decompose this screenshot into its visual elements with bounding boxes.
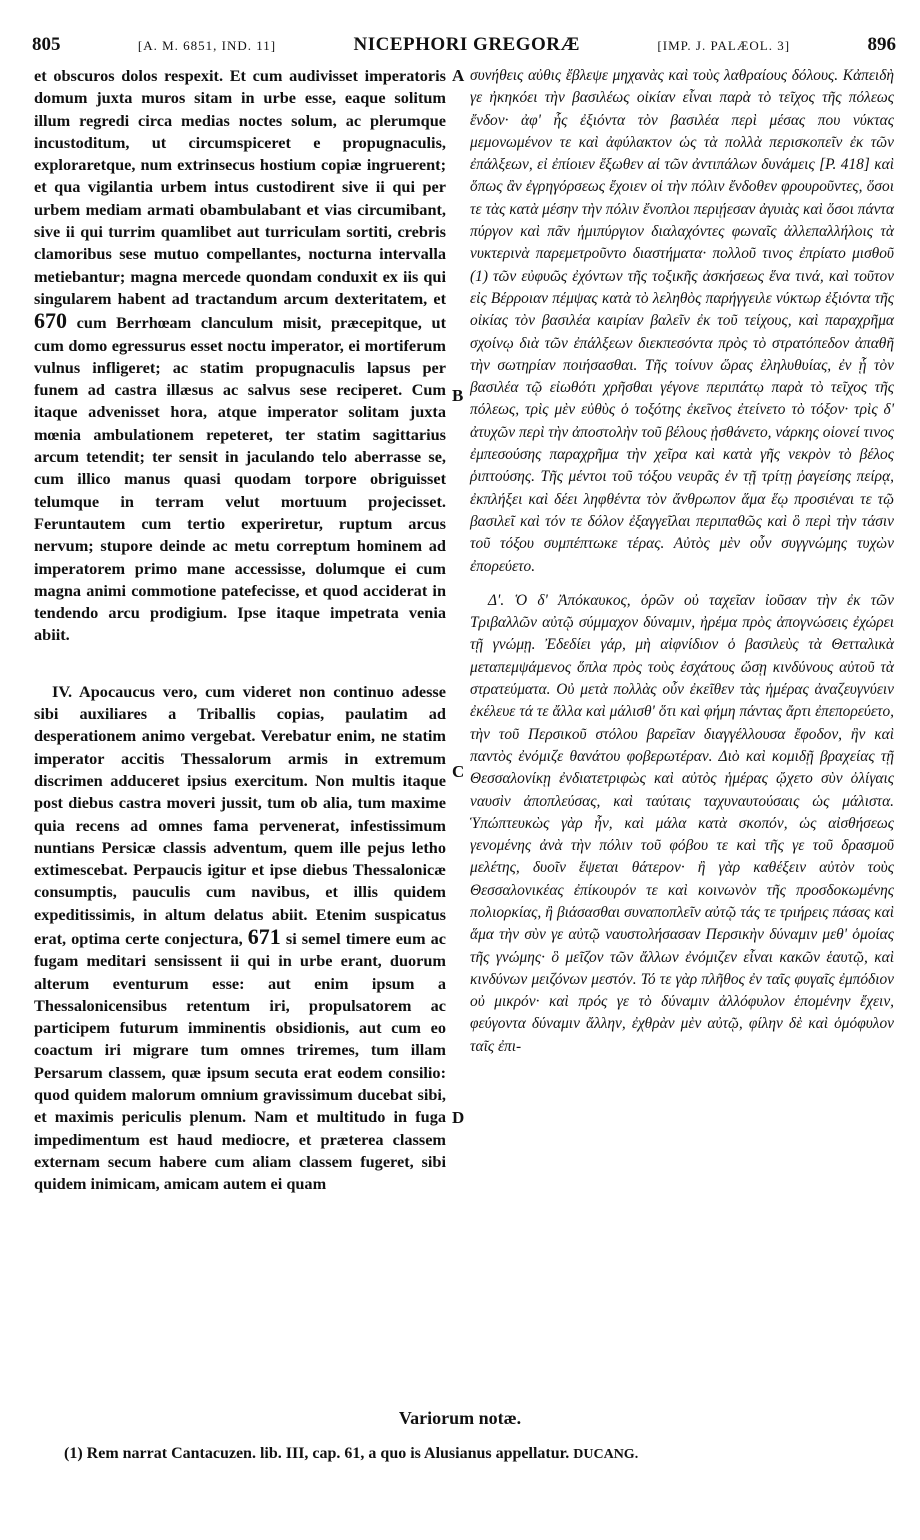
latin-paragraph-2 (34, 681, 446, 1196)
footnote-text: (1) Rem narrat Cantacuzen. lib. III, cap. 61, a quo is Alusianus appellatur. (64, 1445, 570, 1462)
margin-letter-b: B (452, 386, 464, 405)
latin-column (34, 65, 446, 1196)
latin-text-2a: IV. Apocaucus vero, cum videret non continuo adesse sibi auxiliares a Triballis copias, paulatim ad desperationem animo vergebat. Verebatur enim, ne statim imperator accitis Thessalorum armis in extremum discrimen adduceret ipsius exercitum. Non multis itaque post diebus castra moveri jussit, tum ob alia, tum maxime quia recens ad omnes fama pervenerat, infestissimum nuntians Persicæ classis adventum, quem ille pejus letho extimescebat. Perpaucis igitur et ipse diebus Thessalonicæ consumptis, pauculis cum navibus, et illis quidem expeditissimis, in altum delatus abiit. Etenim suspicatus erat, optima certe conjectura, (34, 681, 446, 948)
notes-heading: Variorum notæ. (398, 1408, 522, 1428)
column-reference-670: 670 (34, 308, 67, 334)
greek-column (470, 65, 894, 1058)
greek-paragraph-1: συνήθεις αὐθις ἔβλεψε μηχανὰς καὶ τοὺς λαθραίους δόλους. Κἀπειδὴ γε ἠκηκόει τὴν βασιλέως οἰκίαν εἶναι παρὰ τὸ τεῖχος τῆς πόλεως ἔνδον· ἀφ' ἧς ἐξιόντα τὸν βασιλέα περὶ μέσας που νύκτας μεμονωμένον τε καὶ ἀφύλακτον ὡς τὰ πολλὰ περισκοπεῖν ἐκ τῶν ἐπάλξεων, εἰ ἐπίοιεν ἔξωθεν αἱ τῶν ἀντιπάλων δυνάμεις [P. 418] καὶ ὅπως ἂν ἐγρηγόρσεως ἔχοιεν οἱ τὴν πόλιν ἔνδοθεν φρουροῦντες, ὅσοι τε τὰς κατὰ μέσην τὴν πόλιν ἔνοπλοι περιῄεσαν ἀγυιὰς καὶ ὅσοι πάντα πύργον καὶ πᾶν ἡμιπύργιον διαλαχόντες φωναῖς ἀλλεπαλλήλοις τὰ νυκτερινὰ παρεμετροῦντο διαστήματα· πολλοῦ τινος ἐπρίατο μισθοῦ (1) τῶν εὐφυῶς ἐχόντων τῆς τοξικῆς ἀσκήσεως ἕνα τινά, καὶ τοῦτον εἰς Βέρροιαν πέμψας κατὰ τὸ λεληθὸς παρήγγειλε νύκτωρ ἐξιόντα τῆς οἰκίας τὸν βασιλέα καιρίαν βαλεῖν ἐκ τοῦ τείχους, καὶ παραχρῆμα σχοίνῳ διὰ τῶν ἐπάλξεων διεκπεσόντα πρὸς τὸ στρατόπεδον ἀπαθῆ τὴν σωτηρίαν ποιήσασθαι. Τῆς τοίνυν ὥρας ἐληλυθυίας, ἐν ᾗ τὸν βασιλέα τῷ εἰωθότι χρῆσθαι γέγονε περιπάτῳ παρὰ τὸ τεῖχος τῆς πόλεως, τρὶς μὲν εὐθὺς ὁ τοξότης ἐκεῖνος ἐτείνετο τὸ τόξον· τρὶς δ' ἀτυχῶν περὶ τὴν ἀποστολὴν τοῦ βέλους ᾐσθάνετο, νάρκης οἱονεί τινος ἐμπεσούσης παραχρῆμα τὴν χεῖρα καὶ κατὰ γῆς νεκρὸν τὸ βέλος ῥιπτούσης. Τῆς μέντοι τοῦ τόξου νευρᾶς ἐν τῇ τρίτῃ ῥαγείσης πείρᾳ, ἐκπλήξει καὶ δέει ληφθέντα τὸν ἄνθρωπον ἅμα ἕῳ προσιέναι τε τῷ βασιλεῖ καὶ τόν τε δόλον ἐξαγγεῖλαι περιπαθῶς καὶ ὃ περὶ τὴν τάσιν τοῦ τόξου συμπέπτωκε τέρας. Αὐτὸς μὲν οὖν συγγνώμης τυχὼν ἐπορεύετο. (470, 67, 895, 575)
page-number-right: 896 (867, 34, 896, 55)
margin-letter-a: A (452, 66, 465, 85)
margin-letter-d: D (452, 1108, 465, 1127)
latin-text-1a: et obscuros dolos respexit. Et cum audivisset imperatoris domum juxta muros sitam in urbe esse, eaque solitum illum regredi circa medias noctes solum, ac plerumque incustoditum, ut circumspiceret e propugnaculis, exploraretque, num extrinsecus hostium copiæ ingruerent; et qua vigilantia urbem intus custodirent sive ii qui per urbem mediam armati obambulabant et vias circumibant, sive ii qui turrim quamlibet aut turriculam sortiti, crebris clamoribus sese mutuo compellantes, nocturna intervalla metiebantur; magna mercede quondam conduxit ex iis qui singularem habent ad tractandum arcum dexteritatem, et (34, 66, 446, 308)
greek-paragraph-2: Δ'. Ὁ δ' Ἀπόκαυκος, ὁρῶν οὐ ταχεῖαν ἰοῦσαν τὴν ἐκ τῶν Τριβαλλῶν αὐτῷ σύμμαχον δύναμιν, ἠρέμα πρὸς ἀπογνώσεις ἐχώρει τῇ γνώμῃ. Ἐδεδίει γάρ, μὴ αἰφνίδιον ὁ βασιλεὺς τὰ Θετταλικὰ μεταπεμψάμενος ὅπλα πρὸς τοὺς ἐσχάτους ὤσῃ κινδύνους αὐτοῦ τὰ στρατεύματα. Οὐ μετὰ πολλὰς οὖν ἐκεῖθεν τὰς ἡμέρας ἀναζευγνύειν ἐκέλευε τά τε ἄλλα καὶ μάλισθ' ὅτι καὶ φήμη πάντας ἄρτι ἐπεπορεύετο, τὴν τοῦ Περσικοῦ στόλου βαρεῖαν διαγγέλλουσα ἔφοδον, ἣν καὶ παντὸς ἐνόμιζε θανάτου φοβερωτέραν. Διὸ καὶ κομιδῇ βραχείας τῇ Θεσσαλονίκῃ ἐνδιατετριφὼς καὶ αὐτὸς ἡμέρας ᾤχετο σὺν ὀλίγαις ναυσὶν ἀποπλεύσας, καὶ ταύταις ταχυναυτούσαις ὡς μάλιστα. Ὑπώπτευκὼς γὰρ ἦν, καὶ μάλα κατὰ σκοπόν, ὡς αἰσθήσεως γενομένης ἀνὰ τὴν πόλιν τοῦ φόβου τε καὶ τῆς γε τοῦ δρασμοῦ μελέτης, δυοῖν ἔψεται θάτερον· ἢ γὰρ καθέξειν αὐτὸν τοὺς Θεσσαλονικέας ἐπίκουρόν τε καὶ κοινωνὸν τῆς προσδοκωμένης πολιορκίας, ἢ βιάσασθαι συναποπλεῖν αὐτῷ τάς τε τριήρεις πάσας καὶ ἅμα τὴν σὺν γε αὐτῷ ναυστολήσασαν Περσικὴν δύναμιν μεθ' ὁμοίας τῆς γνώμης· ὃ μεῖζον τῶν ἄλλων ἐνόμιζεν εἶναι κακῶν ἑαυτῷ, καὶ κινδύνων μειζόνων μεστόν. Τό τε γὰρ πλῆθος ἐν ταῖς φυγαῖς ἐμπόδιον οὐ μικρόν· καὶ πρός γε τὸ δύναμιν ἀλλόφυλον ἑπομένην ἔχειν, φεύγοντα δύναμιν ἄλλην, ἐχθρὰν μὲν αὐτῷ, φίλην δὲ καὶ ὁμόφυλον ταῖς ἐπι- (470, 591, 894, 1055)
footnote-author: DUCANG. (573, 1447, 639, 1462)
margin-letter-c: C (452, 762, 465, 781)
latin-text-1b: cum Berrhœam clanculum misit, præcepitque, ut cum domo egressurus esset noctu imperator, ei mortiferum vulnus infligeret; ac statim propugnaculis lapsus per funem ad castra illæsus ac salvus sese reciperet. Cum itaque advenisset hora, atque imperator solitam juxta mœnia ambulationem repeteret, ter statim sagittarius arcum tetendit; ter sensit in jaculando telo aberrasse se, cum illico manus quasi quodam torpore obriguisset telumque in terram velut mortuum projecisset. Feruntautem cum tertio experiretur, ruptum arcus nervum; stupore deinde ac metu correptum hominem ad imperatorem primo mane accessisse, dolumque ei cum magna animi commotione patefecisse, et quod acciderat in tendendo arcu prodigium. Ipse itaque impetrata venia abiit. (34, 313, 446, 645)
page-number-left: 805 (32, 34, 61, 55)
running-header (32, 34, 896, 64)
footnote-1 (64, 1445, 638, 1463)
header-meta-left: [A. M. 6851, IND. 11] (137, 38, 277, 53)
latin-paragraph-1 (34, 65, 446, 647)
header-title: NICEPHORI GREGORÆ (353, 34, 581, 55)
latin-text-2b: si semel timere eum ac fugam meditari sensissent ii qui in urbe erant, duorum alterum eventurum esse: aut enim ipsum a Thessalonicensibus retentum iri, propulsatorem ac participem futurum imminentis obsidionis, aut cum eo coactum iri migrare tum omnes triremes, tum illam Persarum classem, quæ ipsum secuta erat eodem consilio: quod quidem malorum omnium gravissimum ducebat sibi, et maximis periculis plenum. Nam et multitudo in fuga impedimentum est haud mediocre, et præterea classem externam secum habere cum aliam classem fugeret, sibi quidem inimicam, amicam autem ei quam (34, 928, 446, 1194)
column-reference-671: 671 (247, 923, 281, 949)
header-meta-right: [IMP. J. PALÆOL. 3] (657, 38, 791, 53)
